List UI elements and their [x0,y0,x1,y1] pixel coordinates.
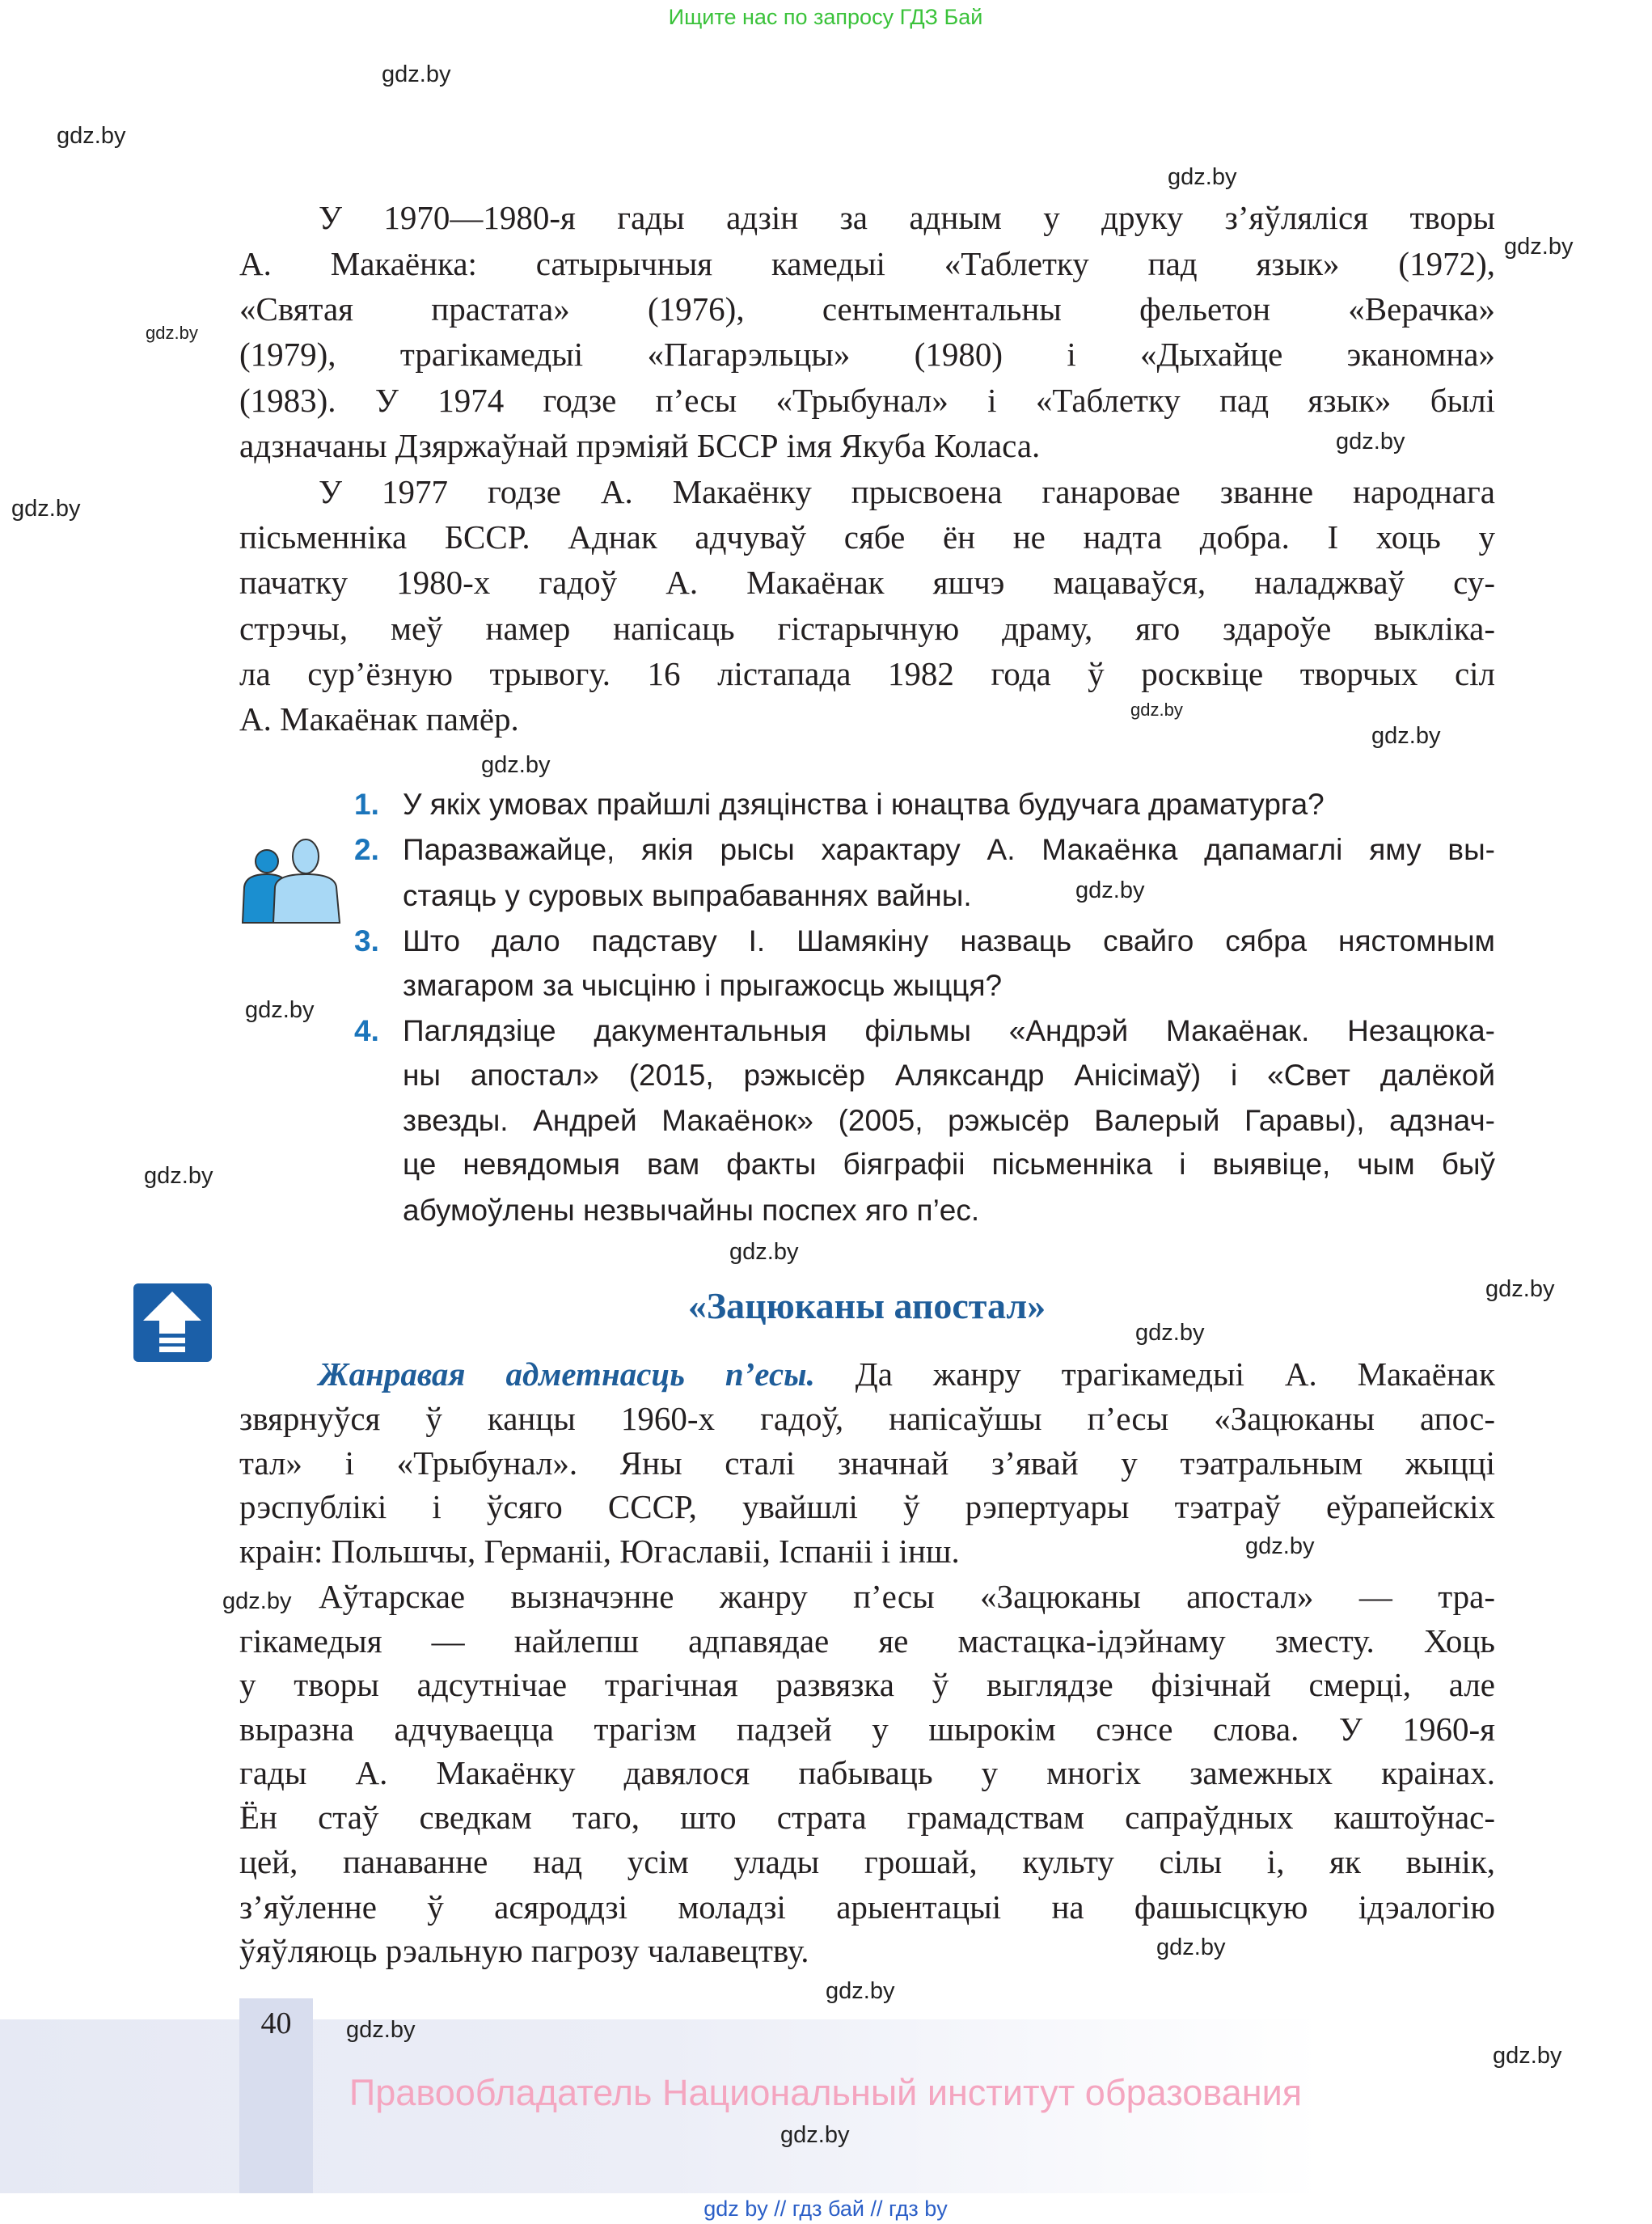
paragraph4-line: гады А. Макаёнку давялося пабываць у многіх замежных краінах. [239,1754,1495,1791]
watermark: gdz.by [1135,1320,1205,1346]
paragraph2-line: ла сур’ёзную трывогу. 16 лістапада 1982 года ў росквіце творчых сіл [239,655,1495,692]
question-number: 1. [354,788,379,821]
watermark: gdz.by [245,997,315,1023]
watermark: gdz.by [146,323,198,343]
paragraph3-first-rest: Да жанру трагікамедыі А. Макаёнак [814,1355,1496,1393]
paragraph3-line: рэспублікі і ўсяго СССР, увайшлі ў рэпертуары тэатраў еўрапейскіх [239,1488,1495,1525]
paragraph3-line: звярнуўся ў канцы 1960-х гадоў, напісаўшы п’есы «Зацюканы апос- [239,1400,1495,1437]
paragraph3-lead: Жанравая адметнасць п’есы. [319,1355,815,1393]
watermark: gdz.by [481,752,551,778]
top-banner: Ищите нас по запросу ГДЗ Бай [668,5,983,29]
paragraph4-line: з’яўленне ў асяроддзі моладзі арыентацыі на фашысцкую ідэалогію [239,1888,1495,1926]
watermark: gdz.by [1168,164,1237,190]
paragraph1-line: А. Макаёнка: сатырычныя камедыі «Таблетку пад язык» (1972), [239,245,1495,282]
paragraph2-line: пачатку 1980-х гадоў А. Макаёнак яшчэ мацаваўся, наладжваў су- [239,564,1495,601]
paragraph2-line: А. Макаёнак памёр. [239,700,519,738]
question-number: 2. [354,833,379,866]
watermark: gdz.by [1245,1533,1315,1559]
watermark: gdz.by [57,123,126,149]
watermark: gdz.by [826,1978,895,2004]
question-text: змагаром за чысціню і прыгажосць жыцця? [403,969,1003,1002]
paragraph4-line: у творы адсутнічае трагічная развязка ў выглядзе фізічнай смерці, але [239,1666,1495,1703]
question-number: 3. [354,924,379,958]
arrow-up-icon[interactable] [133,1283,212,1362]
watermark: gdz.by [1485,1276,1555,1302]
paragraph2-line: стрэчы, меў намер напісаць гістарычную драму, яго здароўе выкліка- [239,610,1495,647]
question-text: це невядомыя вам факты біяграфіі пісьменніка і выявіце, чым быў [403,1148,1495,1181]
paragraph2-line: пісьменніка БССР. Аднак адчуваў сябе ён не надта добра. І хоць у [239,518,1495,556]
paragraph1-line: (1983). У 1974 годзе п’есы «Трыбунал» і «Таблетку пад язык» былі [239,382,1495,419]
paragraph4-line: Аўтарскае вызначэнне жанру п’есы «Зацюканы апостал» — тра- [319,1578,1495,1615]
bottom-links[interactable]: gdz by // гдз бай // гдз by [703,2197,948,2221]
watermark: gdz.by [1336,429,1405,455]
paragraph2-line: У 1977 годзе А. Макаёнку прысвоена ганаровае званне народнага [319,473,1495,510]
question-text: ны апостал» (2015, рэжысёр Аляксандр Анісімаў) і «Свет далёкой [403,1059,1495,1092]
paragraph1-line: «Святая прастата» (1976), сентыментальны фельетон «Верачка» [239,290,1495,328]
watermark: gdz.by [780,2122,850,2148]
question-text: Паглядзіце дакументальныя фільмы «Андрэй Макаёнак. Незацюка- [403,1014,1495,1047]
question-text: Паразважайце, якія рысы характару А. Макаёнка дапамаглі яму вы- [403,833,1495,866]
watermark: gdz.by [1371,723,1441,749]
paragraph3-first-line [319,1351,1495,1397]
question-text: стаяць у суровых выпрабаваннях вайны. [403,879,972,912]
watermark: gdz.by [382,61,451,87]
paragraph1-line: адзначаны Дзяржаўнай прэміяй БССР імя Якуба Коласа. [239,427,1041,464]
watermark: gdz.by [729,1239,799,1265]
section-title: «Зацюканы апостал» [687,1285,1046,1326]
paragraph4-line: цей, панаванне над усім улады грошай, культу сілы і, як вынік, [239,1843,1495,1880]
watermark: gdz.by [1130,700,1183,720]
discussion-people-icon [239,837,343,924]
page-number: 40 [260,2006,292,2040]
paragraph3-line: краін: Польшчы, Германіі, Югаславіі, Іспаніі і інш. [239,1533,960,1570]
question-number: 4. [354,1014,379,1047]
watermark: gdz.by [1493,2043,1562,2069]
watermark: gdz.by [346,2017,416,2043]
question-text: звезды. Андрей Макаёнок» (2005, рэжысёр Валерый Гаравы), адзнач- [403,1104,1495,1137]
watermark: gdz.by [222,1588,292,1614]
paragraph3-line: тал» і «Трыбунал». Яны сталі значнай з’явай у тэатральным жыцці [239,1444,1495,1482]
paragraph4-line: гікамедыя — найлепш адпавядае яе мастацка-ідэйнаму зместу. Хоць [239,1622,1495,1660]
paragraph4-line: выразна адчуваецца трагізм падзей у шырокім сэнсе слова. У 1960-я [239,1710,1495,1748]
watermark: gdz.by [1075,877,1145,903]
watermark: gdz.by [1156,1934,1226,1960]
watermark: gdz.by [1504,234,1574,260]
paragraph1-line: (1979), трагікамедыі «Пагарэльцы» (1980) і «Дыхайце эканомна» [239,336,1495,373]
paragraph1-line: У 1970—1980-я гады адзін за адным у друку з’яўляліся творы [319,199,1495,236]
question-text: Што дало падставу І. Шамякіну назваць свайго сябра нястомным [403,924,1495,958]
question-text: У якіх умовах прайшлі дзяцінства і юнацтва будучага драматурга? [403,788,1325,821]
copyright-notice: Правообладатель Национальный институт образования [349,2072,1303,2113]
question-text: абумоўлены незвычайны поспех яго п’ес. [403,1194,980,1227]
watermark: gdz.by [144,1163,213,1189]
watermark: gdz.by [11,496,81,522]
paragraph4-line: Ён стаў сведкам таго, што страта грамадствам сапраўдных каштоўнас- [239,1799,1495,1836]
paragraph4-line: ўяўляюць рэальную пагрозу чалавецтву. [239,1932,809,1969]
